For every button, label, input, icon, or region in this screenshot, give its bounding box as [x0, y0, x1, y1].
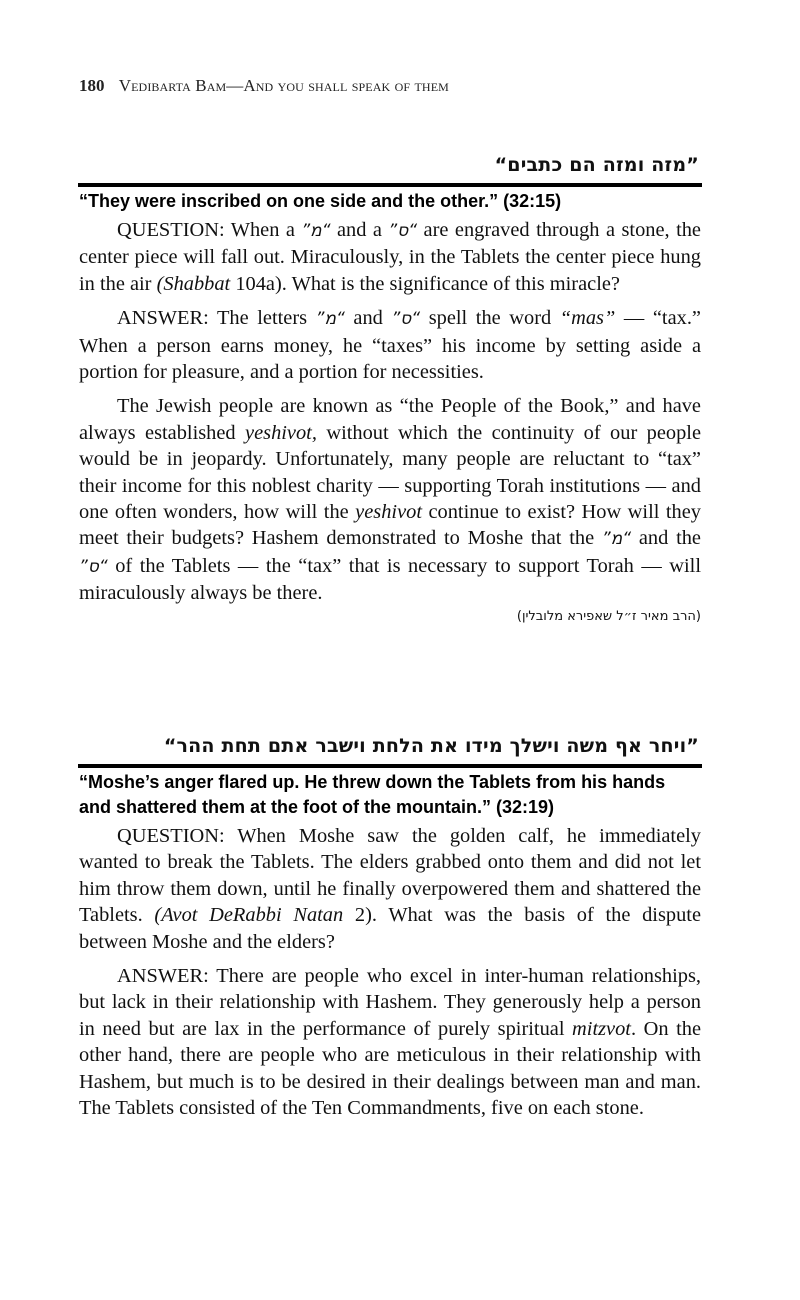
- answer-paragraph: ANSWER: There are people who excel in inter-human relationships, but lack in their relationship with Hashem. They generously help a person in need but are lax in the performance of purely spiritual mitzvot. On the other hand, there are people who are meticulous in their relationship with Hashem, but much is to be desired in their dealings between man and man. The Tablets consisted of the Ten Commandments, five on each stone.: [79, 965, 701, 1120]
- section-divider: [78, 764, 702, 768]
- section-shattered-tablets: [79, 734, 701, 1121]
- page-number: 180: [79, 76, 105, 95]
- question-paragraph: QUESTION: When Moshe saw the golden calf, he immediately wanted to break the Tablets. The elders grabbed onto them and did not let him throw them down, until he finally overpowered them and shattered the Tablets. (Avot DeRabbi Natan 2). What was the basis of the dispute between Moshe and the elders?: [79, 825, 701, 953]
- book-title: Vedibarta Bam—And you shall speak of them: [118, 76, 449, 95]
- section-inscribed-tablets: [79, 153, 701, 624]
- running-head: [79, 76, 449, 96]
- source-citation: (הרב מאיר ז״ל שאפירא מלובלין): [516, 608, 701, 624]
- verse-translation: “They were inscribed on one side and the other.” (32:15): [79, 191, 562, 211]
- continuation-paragraph: The Jewish people are known as “the People of the Book,” and have always established yeshivot, without which the continuity of our people would be in jeopardy. Unfortunately, many people are reluctant to “tax” their income for this noblest charity — supporting Torah institutions — and one often wonders, how will the yeshivot continue to exist? How will they meet their budgets? Hashem demonstrated to Moshe that the ”מ“ and the ”ס“ of the Tablets — the “tax” that is necessary to support Torah — will miraculously always be there.: [79, 395, 701, 605]
- hebrew-verse-title: ”מזה ומזה הם כתבים“: [494, 154, 699, 176]
- section-divider: [78, 183, 702, 187]
- answer-paragraph: ANSWER: The letters ”מ“ and ”ס“ spell the word “mas” — “tax.” When a person earns money, he “taxes” his income by setting aside a portion for pleasure, and a portion for necessities.: [79, 307, 701, 384]
- verse-translation: “Moshe’s anger flared up. He threw down the Tablets from his hands and shattered them at the foot of the mountain.” (32:19): [79, 772, 666, 817]
- hebrew-verse-title: ”ויחר אף משה וישלך מידו את הלחת וישבר אתם תחת ההר“: [163, 735, 699, 757]
- question-paragraph: QUESTION: When a ”מ“ and a ”ס“ are engraved through a stone, the center piece will fall out. Miraculously, in the Tablets the center piece hung in the air (Shabbat 104a). What is the significance of this miracle?: [79, 219, 701, 295]
